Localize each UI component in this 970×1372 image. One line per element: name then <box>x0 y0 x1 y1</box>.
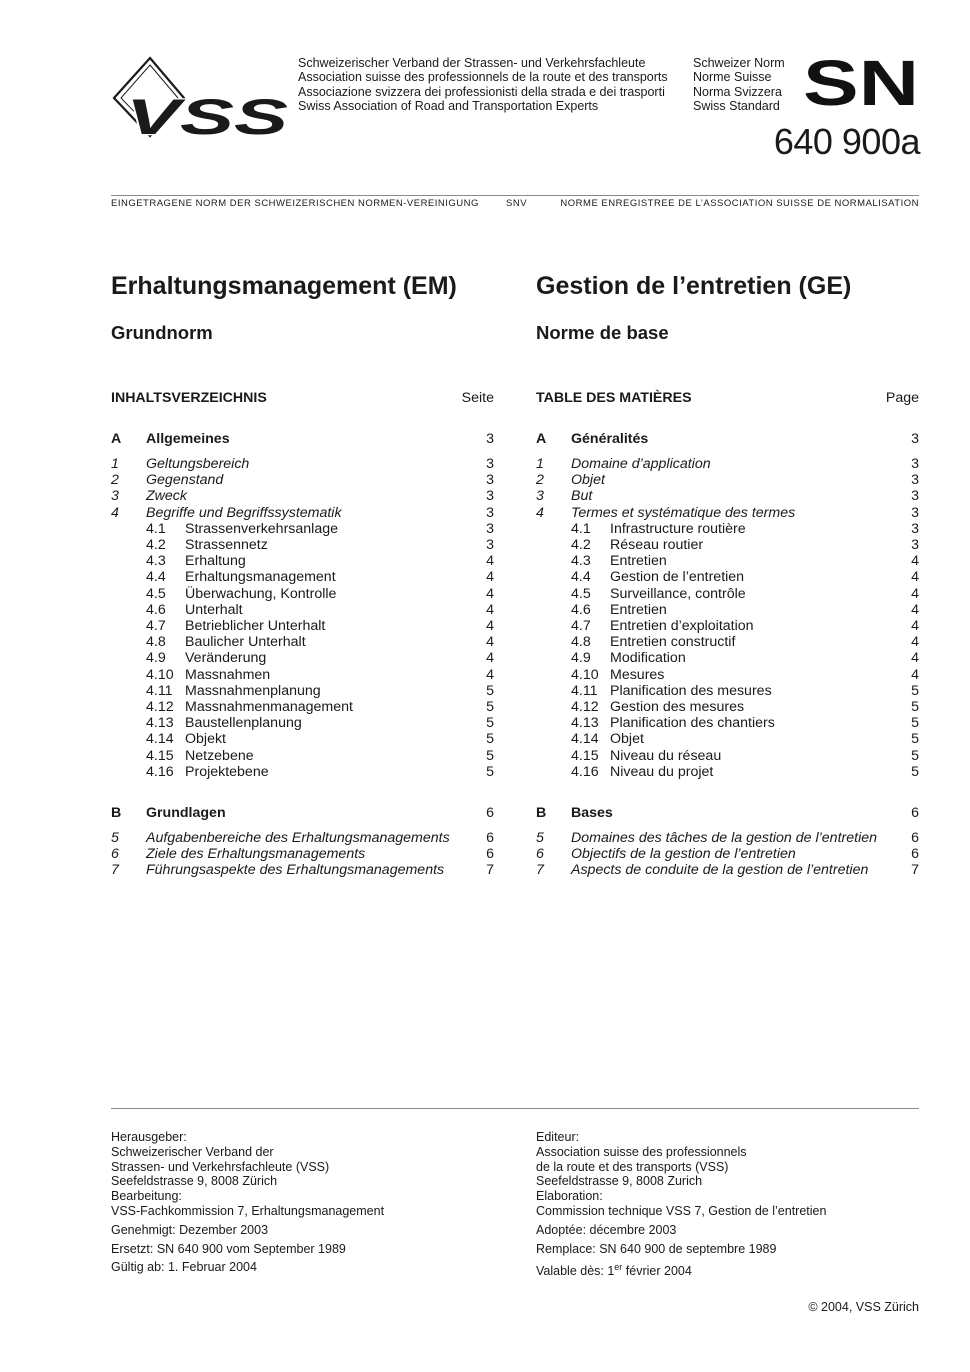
toc-entry-page: 5 <box>486 747 494 764</box>
toc-entry-number: 4.6 <box>146 601 166 618</box>
toc-entry-page: 4 <box>486 601 494 618</box>
toc-entry <box>111 650 494 667</box>
toc-entry <box>111 553 494 570</box>
toc-entry <box>536 805 919 822</box>
toc-entry-page: 6 <box>911 846 919 862</box>
toc-entry-page: 3 <box>486 537 494 553</box>
toc-entry-label: Massnahmenmanagement <box>185 699 353 715</box>
toc-entry-page: 5 <box>911 747 919 764</box>
toc-entry <box>111 602 494 619</box>
toc-entry-number: 4.8 <box>146 634 166 651</box>
toc-entry-label: Baulicher Unterhalt <box>185 634 306 651</box>
toc-entry-page: 3 <box>486 456 494 472</box>
imprint-valid-from-fr: Valable dès: 1er février 2004 <box>536 1262 692 1279</box>
toc-entry <box>111 683 494 700</box>
toc-entry-page: 4 <box>911 650 919 667</box>
toc-entry-label: Unterhalt <box>185 601 243 618</box>
toc-entry-number: 7 <box>111 862 119 879</box>
imprint-approved-de: Genehmigt: Dezember 2003 <box>111 1222 269 1237</box>
toc-entry-label: Massnahmenplanung <box>185 682 321 699</box>
toc-entry-label: Betrieblicher Unterhalt <box>185 618 326 634</box>
imprint-publisher-label-fr: Editeur: <box>536 1130 580 1144</box>
toc-entry-number: 4.10 <box>146 666 174 683</box>
toc-entry-page: 6 <box>486 804 494 821</box>
toc-page-label-de: Seite <box>461 390 494 406</box>
toc-entry-page: 3 <box>486 504 494 521</box>
toc-entry <box>536 650 919 667</box>
toc-heading-de: INHALTSVERZEICHNIS <box>111 390 267 406</box>
toc-entry-page: 7 <box>486 862 494 879</box>
sn-mark-text: SN <box>803 57 919 109</box>
toc-entry <box>536 699 919 716</box>
title-fr: Gestion de l’entretien (GE) <box>536 272 852 300</box>
toc-entry-number: A <box>536 431 547 447</box>
toc-entry-label: Surveillance, contrôle <box>610 585 746 602</box>
toc-entry-label: Begriffe und Begriffssystematik <box>146 504 342 521</box>
toc-entry <box>536 586 919 603</box>
toc-entry-label: Planification des mesures <box>610 682 772 699</box>
footer-divider <box>111 1108 919 1109</box>
norm-label-de: Schweizer Norm <box>693 56 785 70</box>
toc-entry <box>111 488 494 505</box>
toc-entry <box>536 748 919 765</box>
toc-entry <box>536 456 919 473</box>
toc-entry-page: 5 <box>911 699 919 715</box>
toc-entry-label: Entretien constructif <box>610 634 736 651</box>
toc-entry-number: 4.3 <box>571 553 591 570</box>
toc-entry <box>111 731 494 748</box>
toc-entry <box>536 862 919 879</box>
toc-entry <box>111 699 494 716</box>
toc-entry-page: 5 <box>911 731 919 748</box>
toc-entry <box>111 634 494 651</box>
toc-entry-number: 4.7 <box>571 618 591 634</box>
toc-entry-page: 4 <box>911 634 919 651</box>
toc-entry <box>536 830 919 847</box>
toc-entry-number: 4.10 <box>571 666 599 683</box>
toc-entry-label: Objekt <box>185 731 227 748</box>
norm-label-fr: Norme Suisse <box>693 70 772 85</box>
toc-entry-number: 4 <box>536 504 544 521</box>
toc-entry-page: 5 <box>486 699 494 715</box>
toc-entry-label: Domaine d’application <box>571 456 711 472</box>
toc-entry <box>111 521 494 538</box>
toc-entry-label: Grundlagen <box>146 804 226 821</box>
toc-entry-number: 4.1 <box>571 520 591 537</box>
association-name-it: Associazione svizzera dei professionisti della strada e dei trasporti <box>298 84 665 99</box>
toc-entry-page: 3 <box>486 472 494 489</box>
copyright: © 2004, VSS Zürich <box>808 1300 919 1314</box>
toc-entry <box>536 764 919 781</box>
toc-entry-number: 4 <box>111 504 119 521</box>
toc-entry-number: 2 <box>536 472 544 489</box>
logo-text: VSS <box>126 89 288 140</box>
toc-entry-page: 3 <box>911 472 919 489</box>
toc-entry-label: Bases <box>571 804 613 821</box>
toc-entry <box>111 805 494 822</box>
toc-entry-label: Geltungsbereich <box>146 456 250 472</box>
toc-entry-number: 3 <box>536 488 544 505</box>
toc-entry-number: 4.8 <box>571 634 591 651</box>
toc-entry <box>536 715 919 732</box>
toc-entry-number: 4.15 <box>146 747 174 764</box>
toc-entry-number: 4.6 <box>571 601 591 618</box>
toc-entry-label: Entretien d’exploitation <box>610 618 754 634</box>
toc-entry-label: Généralités <box>571 431 649 447</box>
toc-entry-label: Erhaltungsmanagement <box>185 569 336 586</box>
toc-entry-page: 5 <box>486 682 494 699</box>
toc-entry-number: 4.13 <box>146 715 174 732</box>
toc-entry-page: 4 <box>486 666 494 683</box>
toc-entry-label: Niveau du projet <box>610 763 714 780</box>
toc-entry-number: 4.14 <box>571 731 599 748</box>
toc-entry-number: 4.9 <box>146 650 166 667</box>
toc-entry-label: Termes et systématique des termes <box>571 504 796 521</box>
toc-entry-page: 6 <box>486 846 494 862</box>
toc-entry-label: Objectifs de la gestion de l’entretien <box>571 846 796 862</box>
toc-entry-page: 5 <box>486 763 494 780</box>
toc-header-fr <box>536 390 919 410</box>
toc-entry <box>536 488 919 505</box>
toc-entry-page: 3 <box>486 431 494 447</box>
toc-entry <box>111 505 494 522</box>
imprint-publisher-line1-de: Schweizerischer Verband der <box>111 1144 274 1159</box>
toc-entry-label: Projektebene <box>185 763 269 780</box>
toc-header-de <box>111 390 494 410</box>
toc-entry <box>536 521 919 538</box>
toc-entry-number: 4.16 <box>571 763 599 780</box>
toc-entry <box>536 667 919 684</box>
toc-entry-page: 4 <box>486 569 494 586</box>
imprint-publisher-line2-fr: de la route et des transports (VSS) <box>536 1159 729 1174</box>
toc-entry <box>536 846 919 863</box>
toc-entry-page: 4 <box>486 634 494 651</box>
norm-label-it: Norma Svizzera <box>693 84 782 99</box>
toc-entry-page: 5 <box>486 715 494 732</box>
toc-entry-label: Aspects de conduite de la gestion de l’entretien <box>571 862 869 879</box>
toc-entry <box>111 618 494 635</box>
toc-entry <box>536 553 919 570</box>
toc-entry-label: Aufgabenbereiche des Erhaltungsmanagements <box>146 829 450 846</box>
imprint-editing-de: VSS-Fachkommission 7, Erhaltungsmanagement <box>111 1203 385 1218</box>
toc-entry <box>111 569 494 586</box>
toc-entry-number: 4.3 <box>146 553 166 570</box>
imprint-approved-fr: Adoptée: décembre 2003 <box>536 1222 677 1237</box>
toc-entry-page: 4 <box>486 553 494 570</box>
toc-entry <box>111 862 494 879</box>
toc-entry-page: 4 <box>911 601 919 618</box>
toc-page-label-fr: Page <box>885 390 919 406</box>
association-name-de: Schweizerischer Verband der Strassen- und Verkehrsfachleute <box>298 56 646 70</box>
toc-entry-number: 4.11 <box>571 682 598 699</box>
toc-entry-label: Infrastructure routière <box>610 520 746 537</box>
toc-entry <box>111 456 494 473</box>
toc-entry <box>111 472 494 489</box>
imprint-publisher-label-de: Herausgeber: <box>111 1130 187 1144</box>
toc-entry <box>111 764 494 781</box>
toc-entry-label: Mesures <box>610 666 665 683</box>
toc-entry <box>111 748 494 765</box>
toc-entry-page: 6 <box>911 829 919 846</box>
toc-entry-label: Objet <box>571 472 605 489</box>
toc-entry-number: 4.4 <box>571 569 591 586</box>
toc-entry-page: 4 <box>911 585 919 602</box>
toc-entry-label: Massnahmen <box>185 666 271 683</box>
toc-entry-page: 4 <box>486 650 494 667</box>
registration-note-fr: NORME ENREGISTREE DE L’ASSOCIATION SUISSE DE NORMALISATION <box>560 198 919 209</box>
toc-entry-page: 4 <box>486 618 494 634</box>
imprint-replaces-fr: Remplace: SN 640 900 de septembre 1989 <box>536 1241 777 1256</box>
toc-entry-number: 4.16 <box>146 763 174 780</box>
toc-entry <box>536 537 919 554</box>
toc-entry <box>536 569 919 586</box>
toc-entry-label: Veränderung <box>185 650 267 667</box>
toc-entry-label: Entretien <box>610 553 667 570</box>
toc-entry-number: 1 <box>111 456 119 472</box>
toc-entry-number: B <box>536 804 547 821</box>
toc-entry-page: 4 <box>911 618 919 634</box>
toc-entry-number: 4.7 <box>146 618 166 634</box>
toc-entry <box>536 634 919 651</box>
toc-entry-label: Gegenstand <box>146 472 224 489</box>
imprint-valid-from-de: Gültig ab: 1. Februar 2004 <box>111 1260 257 1275</box>
toc-entry-number: 4.2 <box>146 537 166 553</box>
toc-entry-number: 4.14 <box>146 731 174 748</box>
toc-entry-page: 5 <box>486 731 494 748</box>
imprint-editing-fr: Commission technique VSS 7, Gestion de l’entretien <box>536 1203 827 1218</box>
toc-entry-number: 2 <box>111 472 119 489</box>
toc-entry-label: Modification <box>610 650 686 667</box>
toc-entry-label: Strassennetz <box>185 537 268 553</box>
toc-entry-number: 4.1 <box>146 520 166 537</box>
toc-entry <box>536 431 919 448</box>
toc-entry-number: A <box>111 431 122 447</box>
toc-entry <box>536 505 919 522</box>
imprint-editing-label-de: Bearbeitung: <box>111 1189 182 1204</box>
toc-entry-label: Gestion de l’entretien <box>610 569 745 586</box>
title-de: Erhaltungsmanagement (EM) <box>111 272 457 300</box>
toc-entry-page: 3 <box>911 520 919 537</box>
toc-entry-page: 3 <box>911 504 919 521</box>
toc-entry-page: 5 <box>911 715 919 732</box>
toc-entry-number: 4.5 <box>146 585 166 602</box>
toc-entry <box>111 667 494 684</box>
toc-entry-number: 5 <box>111 829 119 846</box>
toc-entry-page: 3 <box>911 456 919 472</box>
toc-entry-number: 6 <box>111 846 119 862</box>
toc-entry <box>536 731 919 748</box>
toc-entry <box>111 846 494 863</box>
imprint-publisher-line2-de: Strassen- und Verkehrsfachleute (VSS) <box>111 1159 330 1174</box>
toc-entry-label: Gestion des mesures <box>610 699 745 715</box>
registration-note-de: EINGETRAGENE NORM DER SCHWEIZERISCHEN NORMEN-VEREINIGUNG <box>111 198 479 209</box>
imprint-address-de: Seefeldstrasse 9, 8008 Zürich <box>111 1174 278 1189</box>
toc-entry-label: Strassenverkehrsanlage <box>185 520 338 537</box>
imprint-de <box>111 1130 491 1275</box>
toc-entry-number: 4.12 <box>571 699 599 715</box>
toc-entry-label: Erhaltung <box>185 553 246 570</box>
toc-entry-number: 6 <box>536 846 544 862</box>
toc-entry-label: Überwachung, Kontrolle <box>185 585 337 602</box>
toc-entry-number: 3 <box>111 488 119 505</box>
imprint-publisher-line1-fr: Association suisse des professionnels <box>536 1144 747 1159</box>
toc-entry-label: Objet <box>610 731 644 748</box>
imprint-address-fr: Seefeldstrasse 9, 8008 Zurich <box>536 1174 703 1189</box>
toc-entry-number: 4.5 <box>571 585 591 602</box>
toc-entry <box>536 602 919 619</box>
toc-entry-number: 7 <box>536 862 544 879</box>
toc-entry-page: 5 <box>911 763 919 780</box>
toc-entry-label: Zweck <box>146 488 187 505</box>
toc-entry-page: 4 <box>911 666 919 683</box>
toc-entry-page: 3 <box>911 488 919 505</box>
toc-entry <box>111 830 494 847</box>
toc-entry-label: Netzebene <box>185 747 254 764</box>
toc-entry-page: 3 <box>486 520 494 537</box>
toc-entry-number: 4.9 <box>571 650 591 667</box>
toc-entry-page: 5 <box>911 682 919 699</box>
toc-entry-label: Domaines des tâches de la gestion de l’entretien <box>571 829 878 846</box>
toc-entry-number: 4.11 <box>146 682 173 699</box>
toc-entry-page: 6 <box>911 804 919 821</box>
norm-label-en: Swiss Standard <box>693 98 780 113</box>
toc-entry <box>536 472 919 489</box>
subtitle-fr: Norme de base <box>536 322 669 343</box>
subtitle-de: Grundnorm <box>111 322 213 343</box>
toc-entry <box>111 431 494 448</box>
imprint-editing-label-fr: Elaboration: <box>536 1189 603 1204</box>
toc-entry-page: 4 <box>486 585 494 602</box>
toc-entry-number: B <box>111 804 122 821</box>
toc-heading-fr: TABLE DES MATIÈRES <box>536 390 692 406</box>
registration-note-snv: SNV <box>506 198 528 209</box>
toc-entry-number: 4.2 <box>571 537 591 553</box>
toc-entry-page: 3 <box>486 488 494 505</box>
toc-entry-label: Allgemeines <box>146 431 230 447</box>
toc-entry <box>111 586 494 603</box>
standard-number: 640 900a <box>773 121 920 162</box>
toc-entry-label: Planification des chantiers <box>610 715 775 732</box>
toc-entry-page: 6 <box>486 829 494 846</box>
toc-entry-number: 4.15 <box>571 747 599 764</box>
toc-entry-label: But <box>571 488 593 505</box>
toc-entry <box>111 715 494 732</box>
toc-entry-label: Ziele des Erhaltungsmanagements <box>146 846 366 862</box>
toc-entry-page: 4 <box>911 553 919 570</box>
toc-entry-number: 5 <box>536 829 544 846</box>
imprint-fr <box>536 1130 916 1279</box>
toc-entry-label: Führungsaspekte des Erhaltungsmanagements <box>146 862 445 879</box>
toc-entry-number: 4.13 <box>571 715 599 732</box>
toc-entry-label: Entretien <box>610 601 667 618</box>
association-name-en: Swiss Association of Road and Transportation Experts <box>298 98 599 113</box>
toc-entry-label: Réseau routier <box>610 537 704 553</box>
association-name-fr: Association suisse des professionnels de la route et des transports <box>298 70 668 85</box>
toc-entry-label: Baustellenplanung <box>185 715 302 732</box>
imprint-replaces-de: Ersetzt: SN 640 900 vom September 1989 <box>111 1241 346 1256</box>
toc-entry-number: 1 <box>536 456 544 472</box>
toc-entry-page: 4 <box>911 569 919 586</box>
toc-entry <box>536 618 919 635</box>
toc-entry-page: 3 <box>911 537 919 553</box>
toc-entry <box>536 683 919 700</box>
toc-entry-page: 7 <box>911 862 919 879</box>
toc-entry-number: 4.12 <box>146 699 174 715</box>
toc-entry <box>111 537 494 554</box>
toc-entry-page: 3 <box>911 431 919 447</box>
toc-entry-label: Niveau du réseau <box>610 747 722 764</box>
toc-entry-number: 4.4 <box>146 569 166 586</box>
